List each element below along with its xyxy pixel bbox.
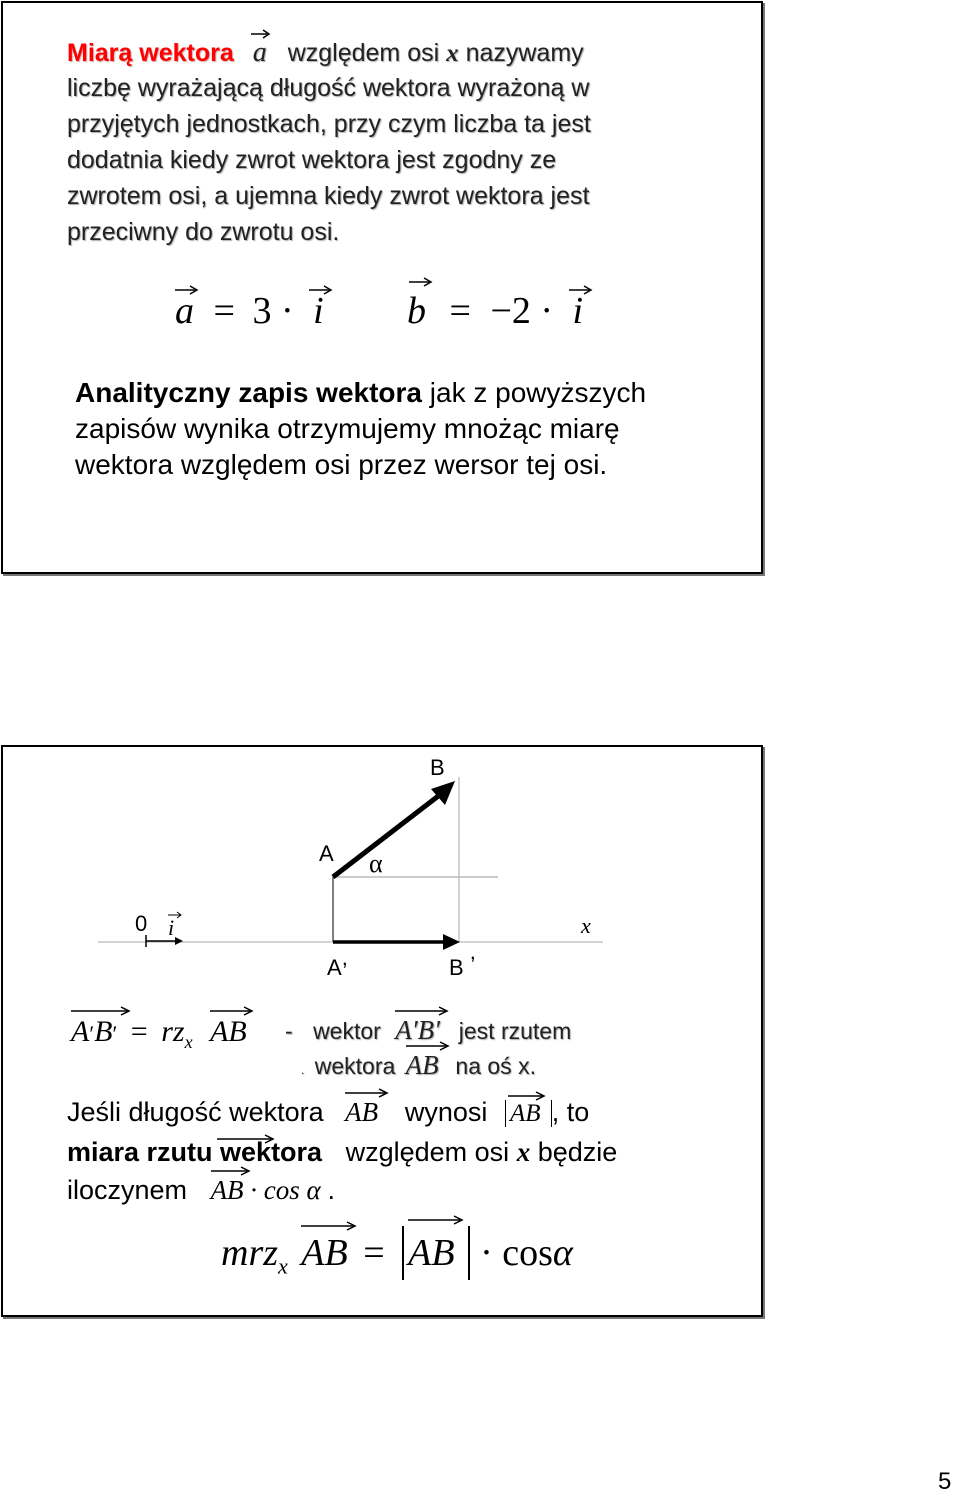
formula-b-lhs: [407, 290, 436, 332]
formula-b-equals: =: [449, 290, 471, 332]
label-A-prime: [327, 945, 348, 981]
vector-arrow-icon: [210, 1005, 256, 1017]
definition-text-end: nazywamy: [465, 39, 584, 67]
vector-a-letter: a: [252, 37, 267, 68]
formula-b-coefficient: −2: [490, 290, 531, 332]
eq-lhs-A: A: [71, 1015, 90, 1048]
formula-a-equals: =: [213, 290, 235, 332]
label-B: B: [430, 755, 445, 780]
slide-1: [1, 1, 763, 574]
definition-line-1: [67, 35, 584, 71]
p1-text-c: , to: [551, 1097, 590, 1127]
vector-arrow-icon: [301, 1220, 359, 1232]
definition-line-6: przeciwny do zwrotu osi.: [67, 218, 340, 246]
final-dot: ·: [480, 1232, 493, 1274]
analytic-para-line-1: [75, 374, 646, 411]
formula-a-dot: ·: [280, 290, 294, 332]
definition-term: Miarą wektora: [67, 39, 234, 67]
desc-dot: .: [301, 1063, 305, 1077]
length-para-line-1: [67, 1097, 589, 1128]
label-x-axis: x: [581, 913, 591, 938]
analytic-para-line-3: wektora względem osi przez wersor tej osi.: [75, 449, 608, 480]
axis-x-symbol: x: [446, 40, 459, 67]
page-number: 5: [938, 1468, 952, 1495]
label-alpha: α: [369, 849, 383, 878]
p1-text-a: Jeśli długość wektora: [67, 1097, 324, 1127]
desc-rest: jest rzutem: [458, 1018, 572, 1044]
p3-expression: [211, 1175, 328, 1205]
prime-mark: ,: [341, 945, 348, 970]
eq-rz-subscript: x: [184, 1032, 193, 1052]
vector-a-symbol: [253, 37, 274, 68]
definition-text: względem osi: [287, 39, 440, 67]
p1-abs-AB: [505, 1100, 552, 1127]
formula-a-versor: [313, 290, 324, 332]
final-subscript-x: x: [278, 1253, 288, 1279]
projection-arrowhead-icon: [443, 934, 460, 950]
slide-2: [1, 745, 763, 1317]
vector-arrow-icon: [345, 1087, 391, 1099]
formula-a-lhs: [175, 290, 204, 332]
p2-bold: [67, 1137, 330, 1167]
eq-lhs-vector: A′B′: [71, 1015, 125, 1048]
eq-rhs-AB: AB: [210, 1015, 247, 1048]
vector-arrow-icon: [508, 1090, 548, 1102]
vector-arrow-icon: [211, 1165, 253, 1177]
label-A: A: [319, 841, 334, 866]
projection-description-line-2: [301, 1050, 536, 1081]
p1-vector-AB: [345, 1097, 385, 1127]
p1-abs-AB-letters: AB: [509, 1100, 541, 1127]
final-alpha: α: [552, 1232, 573, 1274]
definition-line-2: liczbę wyrażającą długość wektora wyrażoną w: [67, 74, 590, 102]
p3-expression-text: AB · cos α: [210, 1175, 321, 1205]
label-i: i: [168, 915, 175, 940]
p3-period: .: [327, 1175, 335, 1205]
desc-vector-AB-letters: AB: [405, 1050, 439, 1080]
unit-vector-arrowhead-icon: [175, 937, 183, 945]
desc-word-wektor: wektor: [313, 1018, 381, 1044]
analytic-term: Analityczny zapis wektora: [75, 377, 423, 408]
vector-arrow-icon: [309, 284, 333, 296]
final-equals: =: [363, 1232, 385, 1274]
formula-a-coefficient: 3: [252, 290, 272, 332]
vector-arrow-icon: [217, 1133, 277, 1145]
p2-bold-text: miara rzutu wektora: [67, 1137, 323, 1167]
vector-arrow-icon: [175, 284, 199, 296]
formula-a: [175, 289, 324, 333]
final-AB-letters: AB: [301, 1232, 348, 1274]
final-abs-AB-letters: AB: [408, 1232, 455, 1274]
vector-AB-line: [333, 787, 450, 877]
final-abs-AB: [402, 1226, 470, 1280]
formula-b-versor-letter: i: [572, 290, 584, 332]
formula-a-versor-letter: i: [313, 290, 324, 332]
analytic-para-line-2: zapisów wynika otrzymujemy mnożąc miarę: [75, 413, 620, 444]
formula-a-lhs-letter: a: [175, 290, 194, 332]
desc-word-wektora: wektora: [314, 1053, 396, 1079]
eq-rhs-vector: [210, 1015, 247, 1048]
final-mrz: mrz: [221, 1232, 279, 1274]
prime-mark: ,: [469, 939, 476, 964]
vector-arrow-icon: [408, 1214, 466, 1226]
formula-b-lhs-letter: b: [407, 290, 426, 332]
definition-line-5: zwrotem osi, a ujemna kiedy zwrot wektora jest: [67, 182, 590, 210]
vector-arrow-icon: [409, 276, 433, 288]
desc-vector-AB: [406, 1050, 446, 1080]
eq-rz: rz: [161, 1015, 185, 1048]
label-B-prime-letter: B: [449, 955, 464, 980]
vector-arrow-icon: [569, 284, 593, 296]
p2-text-b: względem osi: [345, 1137, 510, 1167]
analytic-text: jak z powyższych: [422, 377, 647, 408]
label-B-prime: [449, 939, 476, 981]
label-origin: 0: [135, 911, 148, 936]
p3-text-a: iloczynem: [67, 1175, 188, 1205]
p1-vector-AB-letters: AB: [345, 1097, 379, 1127]
desc-rest-2: na oś x.: [455, 1053, 536, 1079]
desc-vector-A-B-prime-letters: A′B′: [395, 1015, 441, 1045]
length-para-line-3: [67, 1175, 335, 1206]
formula-b: [407, 289, 583, 333]
desc-dash: -: [285, 1018, 293, 1044]
eq-equals: =: [130, 1015, 148, 1048]
definition-line-3: przyjętych jednostkach, przy czym liczba ta jest: [67, 110, 591, 138]
formula-b-versor: [573, 290, 584, 332]
formula-b-dot: ·: [540, 290, 554, 332]
projection-equation: [71, 1015, 247, 1053]
p1-text-b: wynosi: [404, 1097, 488, 1127]
final-formula: [221, 1231, 573, 1280]
eq-lhs-B: B: [94, 1015, 113, 1048]
vector-arrow-icon: [395, 1005, 451, 1017]
p2-axis-x: x: [516, 1137, 531, 1167]
final-cos: cos: [502, 1232, 553, 1274]
p2-text-c: będzie: [537, 1137, 618, 1167]
definition-line-4: dodatnia kiedy zwrot wektora jest zgodny ze: [67, 146, 557, 174]
vector-arrow-icon: [406, 1040, 452, 1052]
vector-arrow-icon: [71, 1005, 133, 1017]
vector-arrow-icon: [251, 29, 271, 39]
length-para-line-2: [67, 1137, 617, 1168]
label-A-prime-letter: A: [327, 955, 342, 980]
final-vector-AB: [301, 1232, 357, 1274]
